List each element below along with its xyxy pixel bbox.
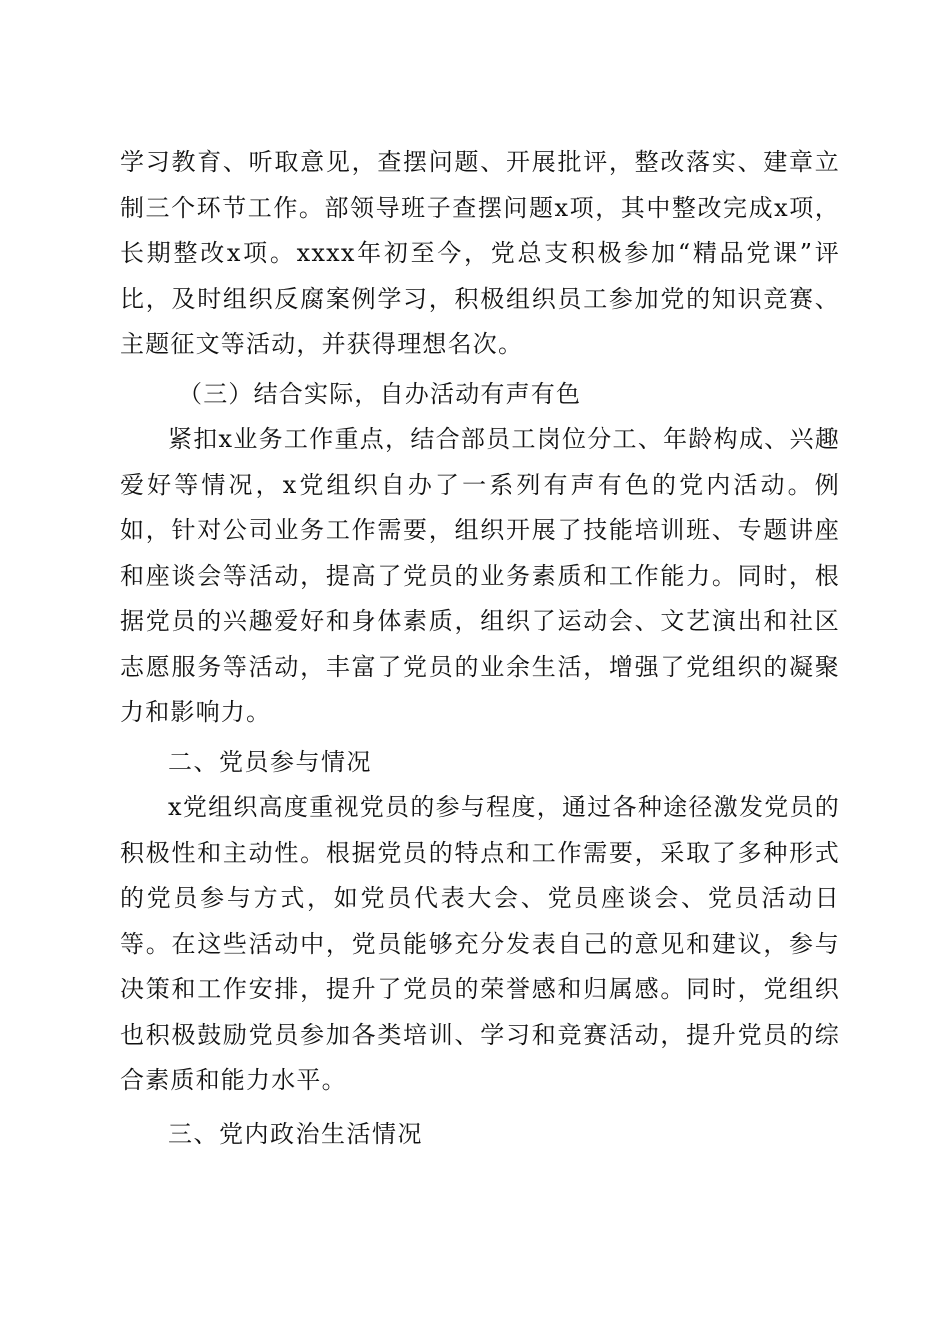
section-heading-3: 三、党内政治生活情况 xyxy=(168,1119,423,1148)
document-body xyxy=(120,140,840,1157)
section-subheading-3: （三）结合实际，自办活动有声有色 xyxy=(178,379,582,408)
continuation-paragraph: 学习教育、听取意见，查摆问题、开展批评，整改落实、建章立制三个环节工作。部领导班子查摆问题x项，其中整改完成x项，长期整改x项。xxxx年初至今，党总支积极参加“精品党课”评比，及时组织反腐案例学习，积极组织员工参加党的知识竞赛、主题征文等活动，并获得理想名次。 xyxy=(120,148,840,358)
participation-paragraph: x党组织高度重视党员的参与程度，通过各种途径激发党员的积极性和主动性。根据党员的特点和工作需要，采取了多种形式的党员参与方式，如党员代表大会、党员座谈会、党员活动日等。在这些活动中，党员能够充分发表自己的意见和建议，参与决策和工作安排，提升了党员的荣誉感和归属感。同时，党组织也积极鼓励党员参加各类培训、学习和竞赛活动，提升党员的综合素质和能力水平。 xyxy=(120,793,840,1094)
section-heading-2: 二、党员参与情况 xyxy=(168,747,372,776)
activities-paragraph: 紧扣x业务工作重点，结合部员工岗位分工、年龄构成、兴趣爱好等情况，x党组织自办了一系列有声有色的党内活动。例如，针对公司业务工作需要，组织开展了技能培训班、专题讲座和座谈会等活动，提高了党员的业务素质和工作能力。同时，根据党员的兴趣爱好和身体素质，组织了运动会、文艺演出和社区志愿服务等活动，丰富了党员的业余生活，增强了党组织的凝聚力和影响力。 xyxy=(120,425,840,726)
